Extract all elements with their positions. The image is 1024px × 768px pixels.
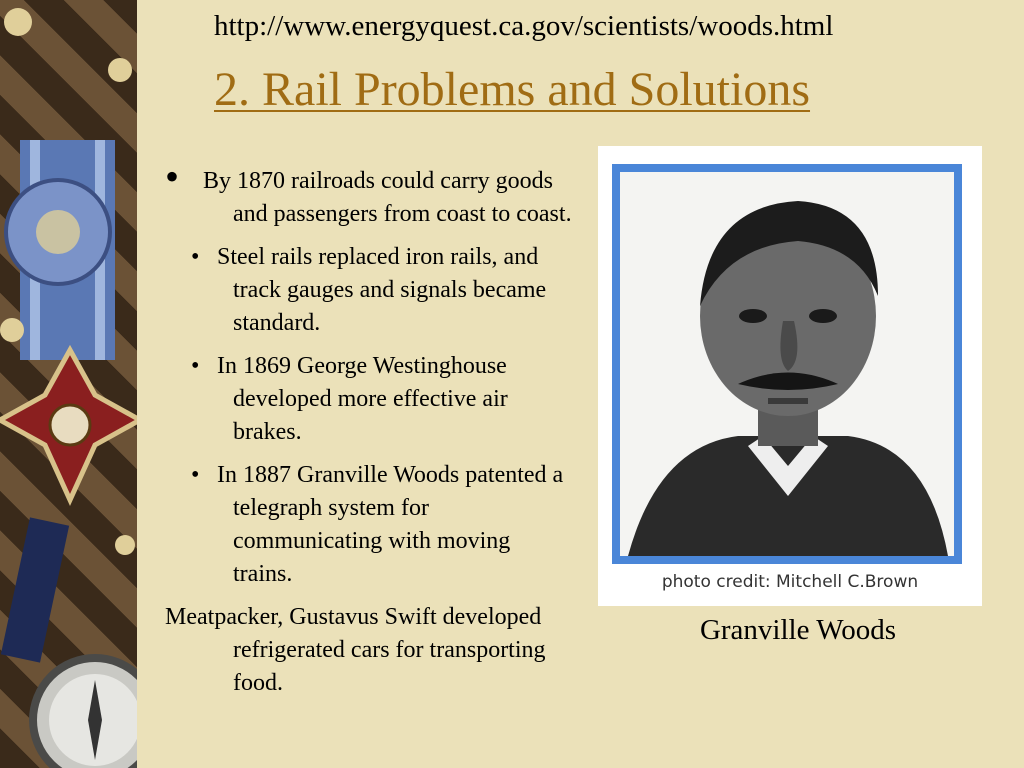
portrait-photo: [598, 146, 982, 606]
decorative-medals-strip: [0, 0, 137, 768]
bullet-text: By 1870 railroads could carry goods and passengers from coast to coast.: [203, 168, 572, 227]
photo-credit: photo credit: Mitchell C.Brown: [661, 572, 919, 592]
bullet-text: In 1869 George Westinghouse developed more effective air brakes.: [217, 353, 508, 445]
bullet-marker: •: [191, 353, 200, 379]
source-url: http://www.energyquest.ca.gov/scientists/woods.html: [214, 10, 834, 42]
list-item: [165, 459, 575, 591]
bullet-marker: •: [165, 154, 180, 199]
bullet-list: [165, 154, 575, 710]
list-item: [165, 241, 575, 340]
bullet-text: In 1887 Granville Woods patented a telegraph system for communicating with moving trains.: [217, 462, 564, 587]
bullet-text: Steel rails replaced iron rails, and track gauges and signals became standard.: [217, 244, 547, 336]
list-item: [165, 350, 575, 449]
slide-title: 2. Rail Problems and Solutions: [214, 63, 811, 116]
photo-caption: Granville Woods: [699, 614, 897, 646]
list-item: [165, 154, 575, 231]
bullet-marker: •: [191, 244, 200, 270]
plain-paragraph: Meatpacker, Gustavus Swift developed refrigerated cars for transporting food.: [165, 604, 546, 696]
bullet-marker: •: [191, 462, 200, 488]
